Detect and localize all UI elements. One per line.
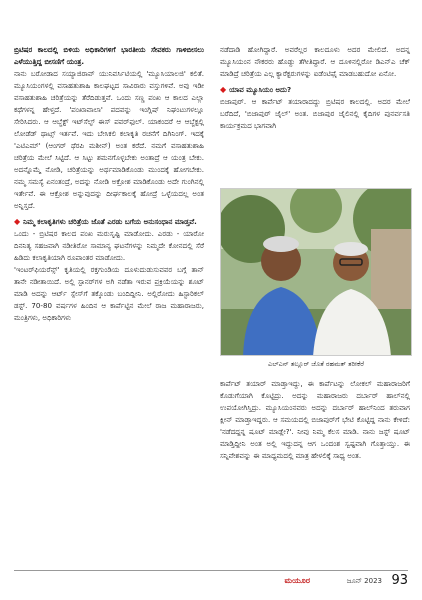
magazine-name: ಮಯೂರ [284,576,310,585]
photo-figure [220,188,412,368]
intro-statement: ಬ್ರಿಟಿಷರ ಕಾಲದಲ್ಲಿ ಬಿಳಿಯ ಅಧಿಕಾರಿಗಳಿಗೆ ಭಾರತೀಯ ಸೇವಕರು ಗಾಳಿಬೀಸಲು ಎಳೆಯುತ್ತಿದ್ದ ಬೀಸಣಿಗೆ ಯಂತ್ರ. [14,45,204,66]
answer-paragraph: ಬಿಜಾಪುರ್. ಆ ಕಾರ್ಪೆಟ್ ತಯಾರಾದದ್ದು ಬ್ರಿಟಿಷರ ಕಾಲದಲ್ಲಿ. ಅದರ ಮೇಲೆ ಬರೆದಿದೆ, 'ಬಿಜಾಪುರ್ ಜೈಲ್' ಅಂತ. ಬಿಜಾಪುರ ಜೈಲಿನಲ್ಲಿ ಕೈದಿಗಳ ಪುನರ್ವಸತಿ ಕಾರ್ಯಕ್ರಮದ ಭಾಗವಾಗಿ [220,97,410,130]
photo-illustration [221,189,412,356]
right-column [220,44,410,132]
question-heading [220,84,410,96]
footer-divider [14,570,408,571]
issue-date: ಜೂನ್ 2023 [346,577,382,585]
answer-paragraph: ಕಾರ್ಪೆಟ್ ತಯಾರ್ ಮಾಡ್ತಾಇದ್ದು, ಈ ಕಾರ್ಪೆಟನ್ನು ಲೋಕಲ್ ಮಹಾರಾಜರಿಗೆ ಕೊಡುಗೆಯಾಗಿ ಕೊಟ್ಟಿದ್ರು. ಅದನ್ನು ಮಹಾರಾಜರು ದರ್ಬಾರ್ ಹಾಲ್‌ನಲ್ಲಿ ಉಪಯೋಗಿಸ್ತಿದ್ರು. ಮ್ಯೂಸಿಯಂನವರು ಅದನ್ನು ದರ್ಬಾರ್ ಹಾಲ್‌ನಿಂದ ತರುವಾಗ ಕ್ಲೀನ್ ಮಾಡ್ತಾಇದ್ದರು. ಆ ಸಮಯದಲ್ಲಿ ಬಿಜಾಪುರ್‌ಗೆ ಭೇಟಿ ಕೊಟ್ಟಿದ್ದ ನಾನು ಕೇಳಿದೆ: 'ನಡೆದದ್ದನ್ನ ಷೂಟ್ ಮಾಡ್ಲೇ?'. ನೀವು ನಿಮ್ಮ ಕೆಲಸ ಮಾಡಿ. ನಾನು ಜಸ್ಟ್ ಷೂಟ್ ಮಾಡ್ತಿದ್ದೀನಿ ಅಂತ ಅಲ್ಲಿ ಇದ್ದುದನ್ನ ಆಗ ಒಂದಂಶ ಸ್ವಷ್ಟವಾಗಿ ಗೊತ್ತಾಯ್ತು. ಈ ಸನ್ನಿವೇಶವನ್ನು ಈ ಮಾಧ್ಯಮದಲ್ಲಿ ಮಾತ್ರ ಹೇಳಲಿಕ್ಕೆ ಸಾಧ್ಯ ಅಂತ. [220,379,410,460]
diamond-bullet-icon: ◆ [220,85,227,94]
question-text: ಯಾವ ಮ್ಯೂಸಿಯಂ ಅದು? [229,85,292,94]
photo-caption: ಎಲ್ಎನ್ ತಲ್ಲೂರ್ ಜೊತೆ ರಹಮತ್ ತರೀಕೆರೆ [268,360,364,368]
page-footer [0,570,422,600]
answer-paragraph: ಒಂದು - ಬ್ರಿಟಿಷರ ಕಾಲದ ಪಂಖ ಮರುಸೃಷ್ಟಿ ಮಾಡೋದು. ಎರಡು - ಯಾರೋ ದಿನನಿತ್ಯ ಸಹಜವಾಗಿ ನಡೀತಿರೋ ಸಾಮಾನ್ಯ ಘಟನೆಗಳನ್ನು ನಿಮ್ಮದೇ ಕೋನದಲ್ಲಿ ಸೆರೆ ಹಿಡಿದು ಕಲಾಕೃತಿಯಾಗಿ ರೂಪಾಂತರ ಮಾಡೋದು. [14,229,204,262]
question-heading [14,216,204,228]
page-number: 93 [391,573,408,588]
right-column-lower [220,378,410,462]
answer-paragraph: 'ಇಂಟರ್‌ಫಿಯರೆನ್ಸ್' ಕೃತಿಯಲ್ಲಿ ರಕ್ತಗುಂಡಿಯ ದೂಳುದುಡುಸುವವರ ಬಗ್ಗೆ ತಾನ್ ತಾನೇ ನಡೀತಾಯಿದೆ. ಅಲ್ಲಿ ಸ್ಪಾನರ್‌ಗಳ ಅಗಿ ನಡೆತಾ ಇರುವ ಪ್ರಕ್ರಿಯೆಯನ್ನು ಶೂಟ್ ಮಾಡಿ ಅದನ್ನು ಆರ್ಟ್ ಸ್ಪೇಸ್‌ಗೆ ತಕ್ಕೊಂಡು ಬಂದಿದ್ದೀನಿ. ಅಲ್ಲಿರೋದು ಹಿಸ್ಟಾರಿಕಲ್ ಡಸ್ಟ್. 70-80 ವರ್ಷಗಳ ಹಿಂದಿನ ಆ ಕಾರ್ಪೆಟ್ಟಿನ ಮೇಲೆ ರಾಜ ಮಹಾರಾಜರು, ಮಂತ್ರಿಗಳು, ಅಧಿಕಾರಿಗಳು [14,265,204,322]
portrait-photo [220,188,412,356]
answer-paragraph: ನಾನು ಬರೋಡಾದ ಸಯ್ಯಾಜಿರಾವ್ ಯುನಿವರ್ಸಿಟಿಯಲ್ಲಿ 'ಮ್ಯೂಸಿಯಾಲಜಿ' ಕಲಿತೆ. ಮ್ಯೂಸಿಯಂಗಳಲ್ಲಿ ವಸಾಹತುಶಾಹಿ ಕಾಲಘಟ್ಟದ ಸಾವಿರಾರು ವಸ್ತುಗಳಿವೆ. ಅವು ಇಡೀ ವಸಾಹತುಶಾಹಿ ಚರಿತ್ರೆಯನ್ನು ತೆರೆದಿಡುತ್ತವೆ. ಒಂದು ಸಣ್ಣ ಪಂಖ ಆ ಕಾಲದ ಎಲ್ಲಾ ಕಥೆಗಳನ್ನ ಹೇಳ್ತದೆ. 'ಪಂಖಾವಾಲಾ' ಪದವನ್ನು ಇಂಗ್ಲಿಷ್ ನಿಘಂಟುಗಳಲ್ಲೂ ಸೇರಿಸಿದರು. ಆ ಆಬ್ಜೆಕ್ಟ್ ಇಟ್‌ಸೆಲ್ಫ್ ಈಸ್ ಪವರ್‌ಫುಲ್. ಯಾಕಂದರೆ ಆ ಆಬ್ಜೆಕ್ಟಲ್ಲಿ ಲೋಡೆಡ್ ಥಾಟ್ಸ್ ಇರ್ತವೆ. ಇದು ಬೇಸಿಕಲಿ ಕಲಾಕೃತಿ ರಚನೆಗೆ ದಿಗಿನಿಂಗ್. ಇದಕ್ಕೆ 'ಎಟಿಎಮ್' (ಆಂಗರ್ ಥೆರಪಿ ಮಶೀನ್) ಅಂತ ಕರೆದೆ. ನಮಗೆ ವಸಾಹತುಶಾಹಿ ಚರಿತ್ರೆಯ ಮೇಲೆ ಸಿಟ್ಟಿದೆ. ಆ ಸಿಟ್ಟು ಶಮನಗೊಳ್ಳಬೇಕು ಅಂತಾದ್ರೆ ಆ ಯಂತ್ರ ಬೇಕು. ಅದನ್ನೊಮ್ಮೆ ನೋಡಿ, ಚರಿತ್ರೆಯನ್ನು ಅರ್ಥಮಾಡಿಕೊಂಡು ಮುಂದಕ್ಕೆ ಹೋಗಬೇಕು. ನಮ್ಮ ಸಮಸ್ಯೆ ಏನಂತಂದ್ರೆ, ಅದನ್ನು ನೋಡಿ ಅಕ್ರೋಶ ಮಾಡಿಕೊಂಡು ಅದೇ ಗುಂಗಿನಲ್ಲಿ ಇರ್ತೇವೆ. ಈ ಆಕ್ರೋಶ ಅನ್ನುವುದನ್ನು ದೀರ್ಘಕಾಲಕ್ಕೆ ಹೋದ್ರೆ ಒಳ್ಳೆಯದಲ್ಲ ಅಂತ ಅನ್ನಿಸ್ತದೆ. [14,69,204,210]
diamond-bullet-icon: ◆ [14,217,21,226]
answer-paragraph: ನಡೆದಾಡಿ ಹೋಗಿದ್ದಾರೆ. ಅವರೆಲ್ಲರ ಕಾಲದೂಳು ಅದರ ಮೇಲಿದೆ. ಅದನ್ನ ಮ್ಯೂಸಿಯಂನ ನೌಕರರು ಹೊಡ್ದು ತೆಗೀತಿದ್ದಾರೆ. ಆ ದೂಳಿನಲ್ಲಿರೋ ಡಿಎನ್‌ಎ ಚೆಕ್ ಮಾಡಿದ್ರೆ ಚರಿತ್ರೆಯ ಎಲ್ಲ ಕ್ಯಾರೆಕ್ಟರುಗಳನ್ನು ಐಡೆಂಟಿಫೈ ಮಾಡಬಹುದೋ ಏನೋ. [220,45,410,78]
left-column [14,44,204,324]
question-text: ನಿಮ್ಮ ಕಲಾಕೃತಿಗಳು ಚರಿತ್ರೆಯ ಜೊತೆ ಎರಡು ಬಗೆಯ ಅನುಸಂಧಾನ ಮಾಡ್ತವೆ. [23,217,197,226]
